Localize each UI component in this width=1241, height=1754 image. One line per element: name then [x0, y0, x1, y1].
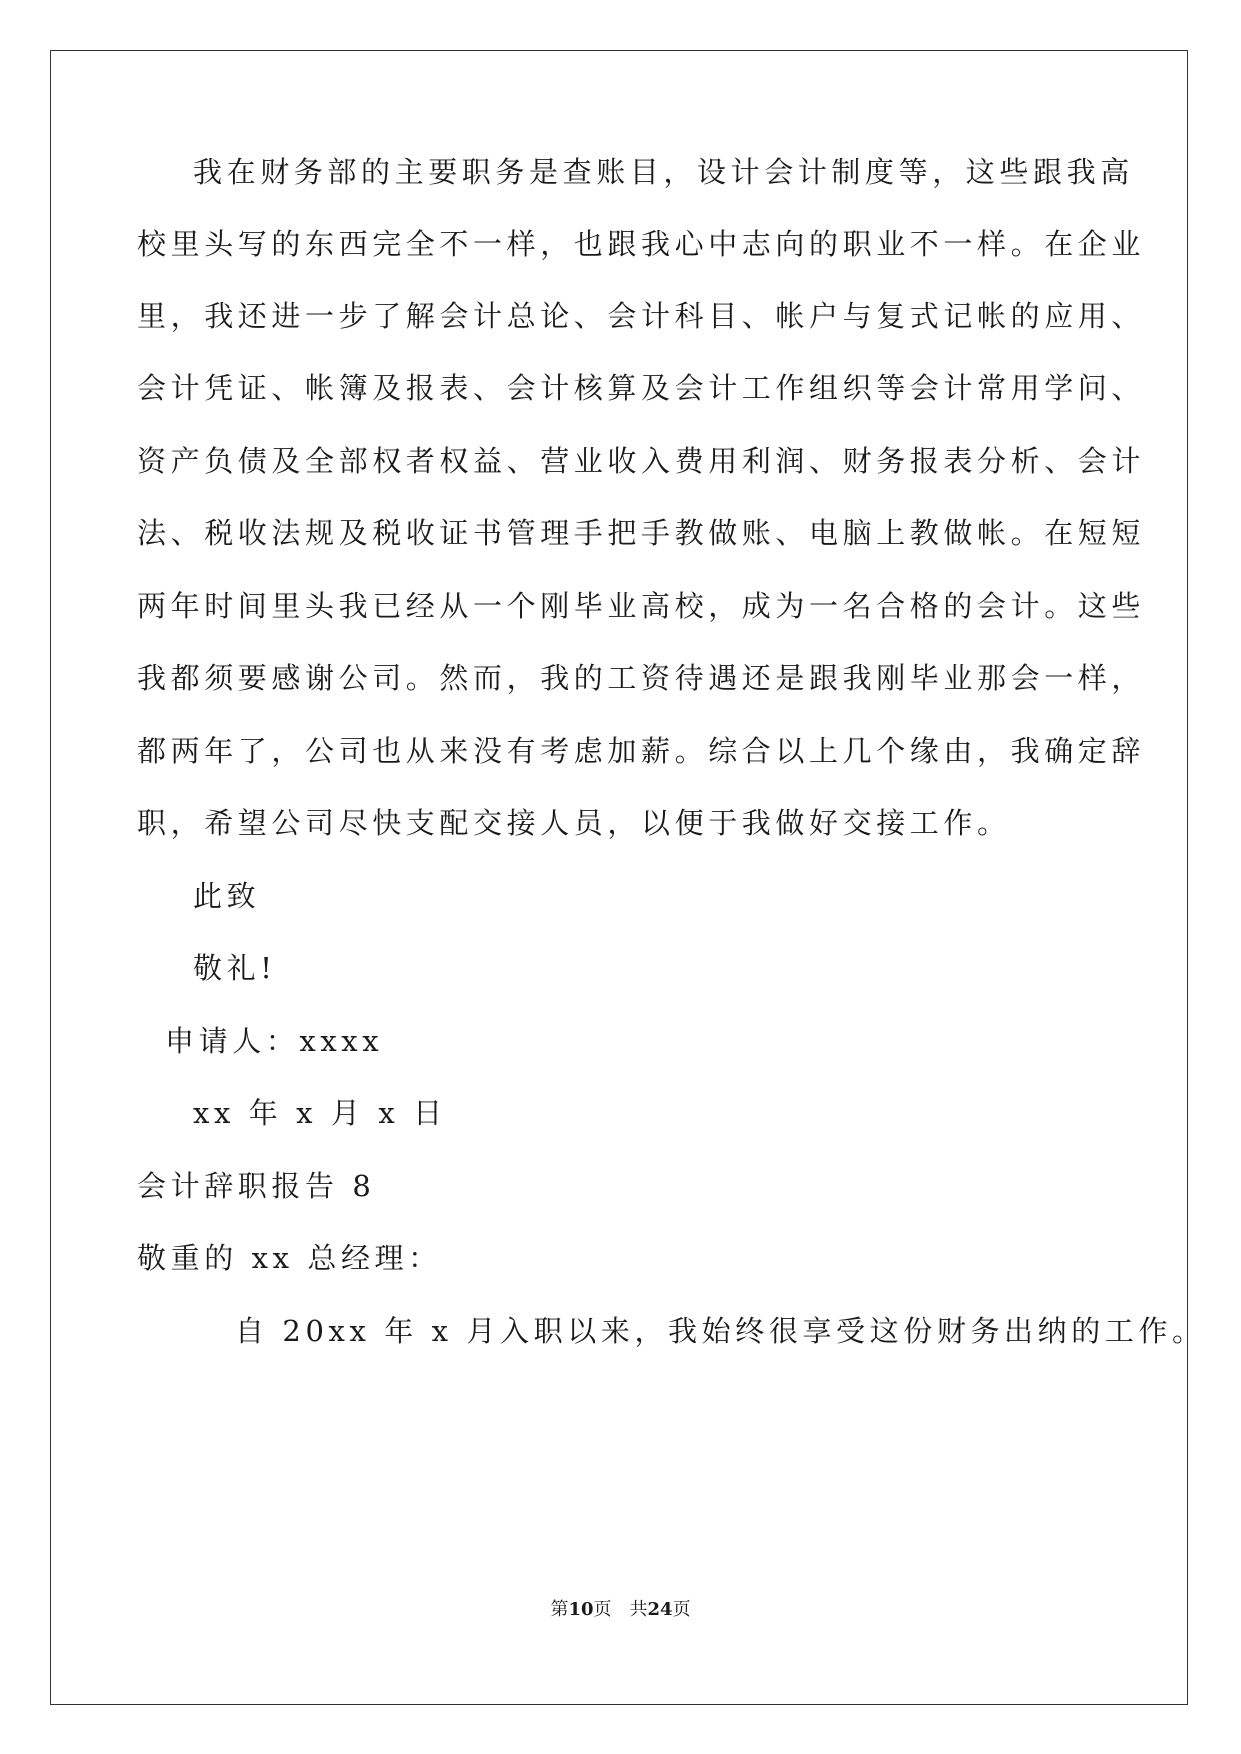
- body-line: 我在财务部的主要职务是查账目，设计会计制度等，这些跟我高: [193, 155, 1134, 189]
- body-line: 法、税收法规及税收证书管理手把手教做账、电脑上教做帐。在短短: [137, 516, 1146, 550]
- footer-total-prefix: 共: [629, 1599, 648, 1620]
- body-line: 会计凭证、帐簿及报表、会计核算及会计工作组织等会计常用学问、: [137, 371, 1146, 405]
- applicant-signature: 申请人：xxxx: [165, 1024, 384, 1058]
- body-line: 校里头写的东西完全不一样，也跟我心中志向的职业不一样。在企业: [137, 227, 1146, 261]
- footer-total-suffix: 页: [672, 1599, 691, 1620]
- body-line: 职，希望公司尽快支配交接人员，以便于我做好交接工作。: [137, 806, 1011, 840]
- page-footer: [0, 1598, 1241, 1622]
- body-line: 自 20xx 年 x 月入职以来，我始终很享受这份财务出纳的工作。: [235, 1314, 1206, 1348]
- section-title: 会计辞职报告 8: [137, 1169, 376, 1203]
- body-line: 两年时间里头我已经从一个刚毕业高校，成为一名合格的会计。这些: [137, 589, 1146, 623]
- page-number: 10: [568, 1599, 594, 1620]
- salute-text: 敬礼!: [193, 951, 277, 985]
- body-line: 里，我还进一步了解会计总论、会计科目、帐户与复式记帐的应用、: [137, 299, 1146, 333]
- letter-date: xx 年 x 月 x 日: [193, 1096, 447, 1130]
- greeting-line: 敬重的 xx 总经理：: [137, 1241, 442, 1275]
- body-line: 我都须要感谢公司。然而，我的工资待遇还是跟我刚毕业那会一样，: [137, 661, 1146, 695]
- footer-page-prefix: 第: [550, 1599, 569, 1620]
- total-pages: 24: [647, 1599, 673, 1620]
- body-line: 资产负债及全部权者权益、营业收入费用利润、财务报表分析、会计: [137, 444, 1146, 478]
- footer-page-suffix: 页: [593, 1599, 612, 1620]
- body-line: 都两年了，公司也从来没有考虑加薪。综合以上几个缘由，我确定辞: [137, 734, 1146, 768]
- closing-text: 此致: [193, 879, 261, 913]
